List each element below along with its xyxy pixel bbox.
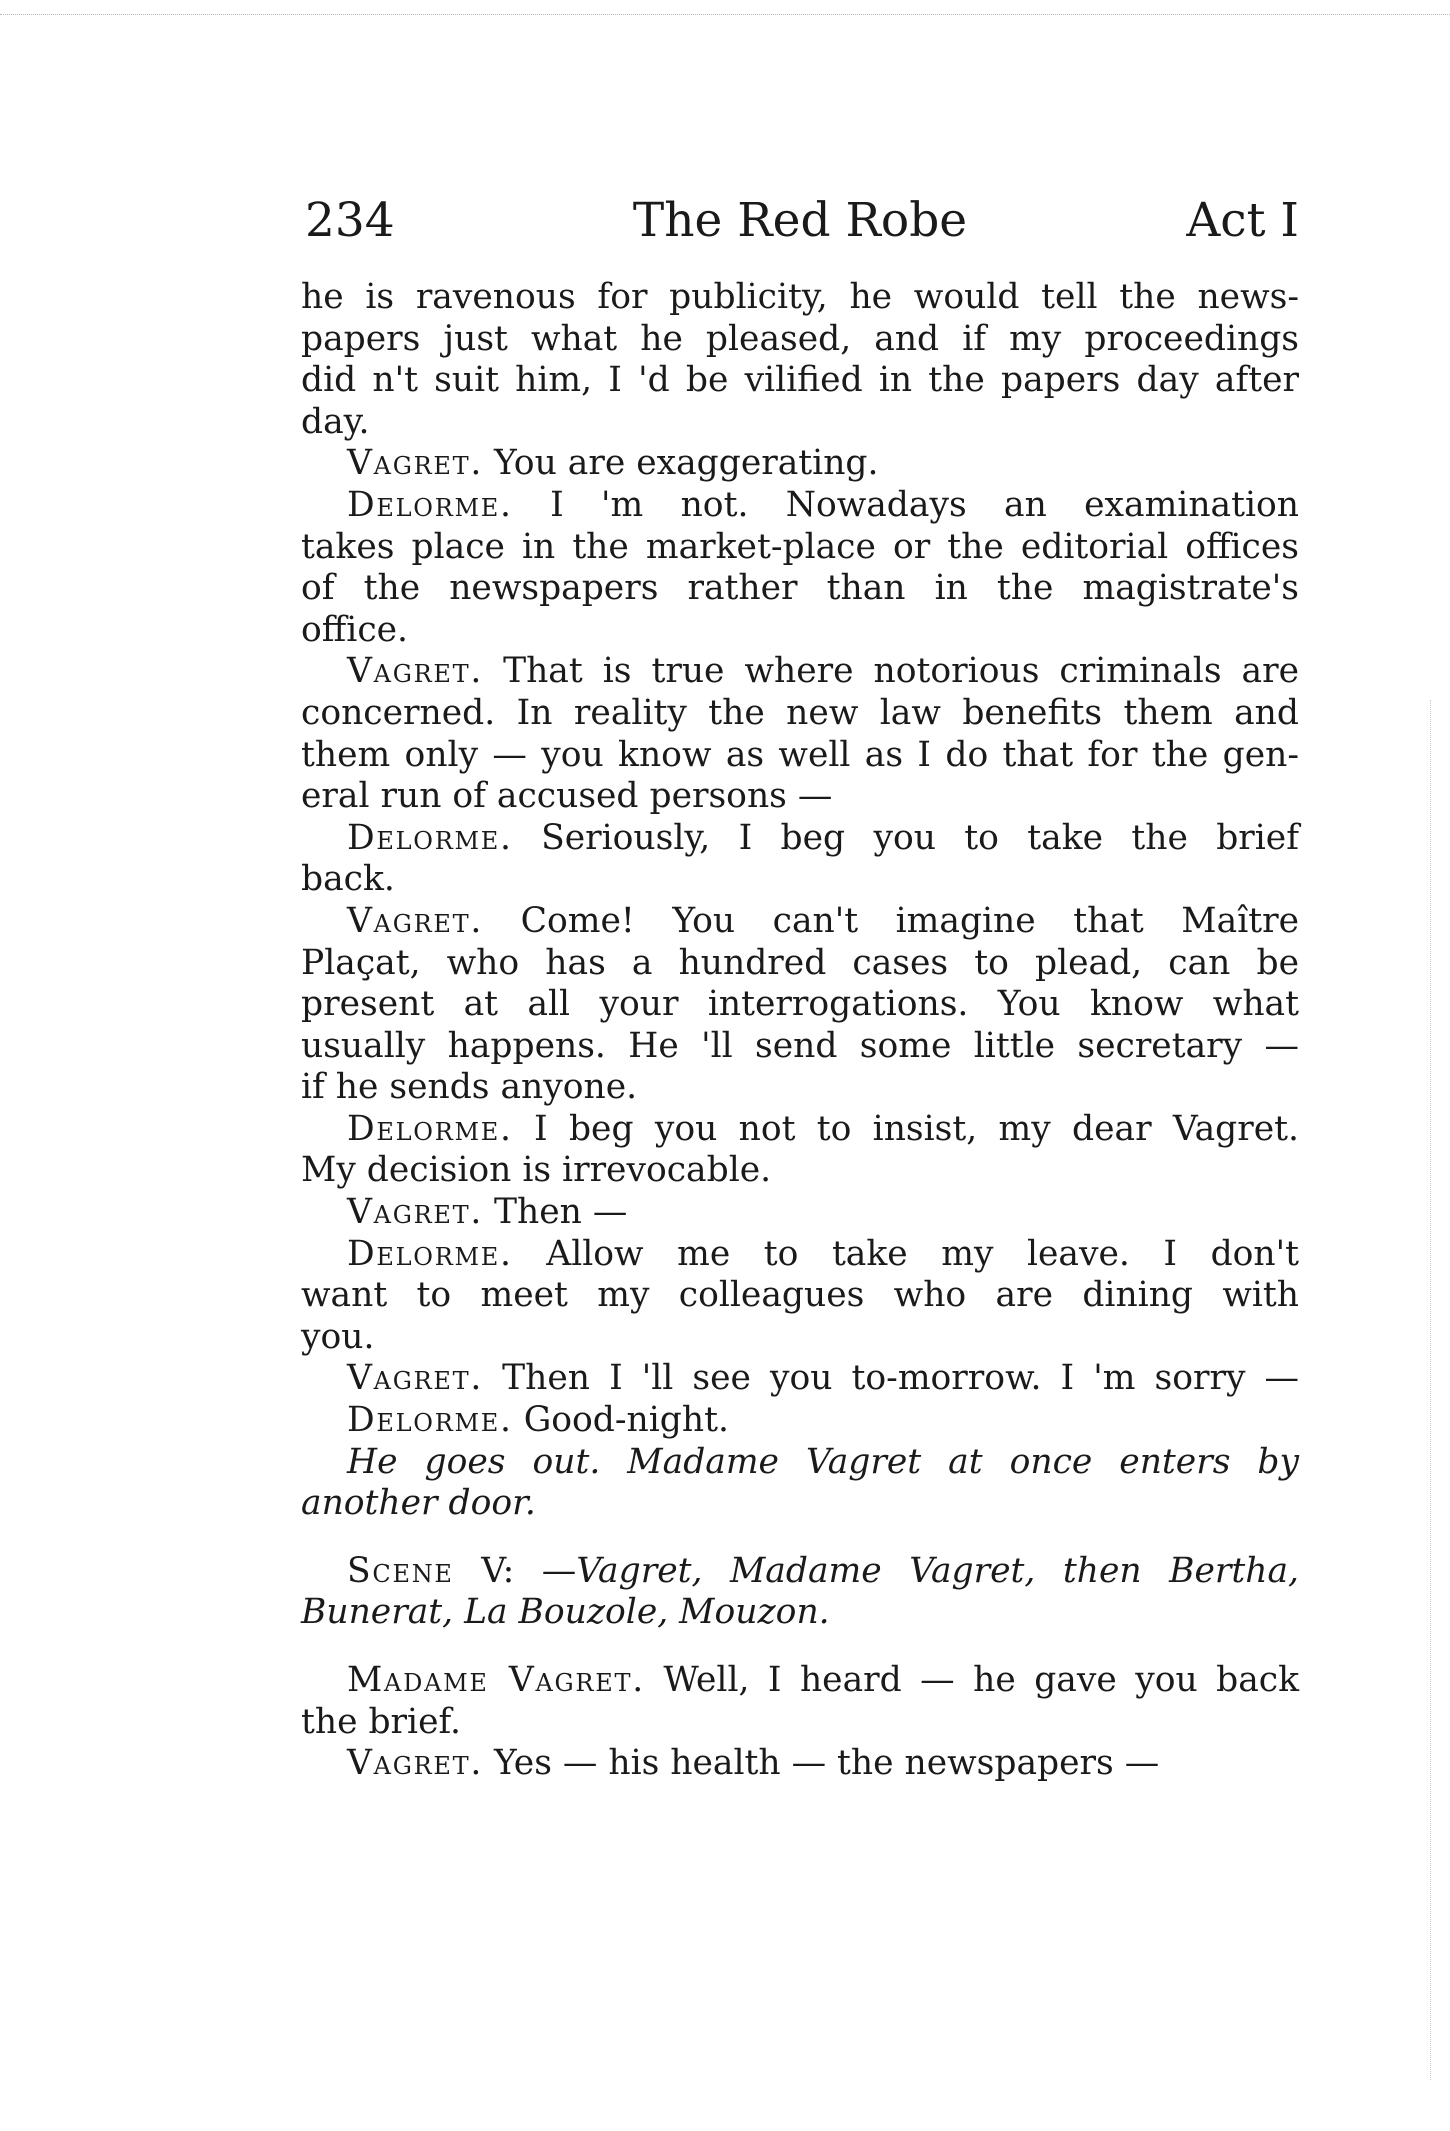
text-line: Plaçat, who has a hundred cases to plead, can be: [301, 942, 1299, 983]
speech-text: Seriously, I beg you to take the brief: [541, 817, 1299, 858]
speech-text: Then I 'll see you to-morrow. I 'm sorry —: [502, 1358, 1300, 1399]
text-line: back.: [301, 859, 395, 900]
text-line: [301, 443, 1299, 485]
text-line: [301, 485, 1299, 527]
speaker-name: Vagret.: [347, 1743, 484, 1784]
speaker-name: Vagret.: [347, 1358, 484, 1399]
speech: [301, 1743, 1299, 1785]
speech-text: Then —: [494, 1192, 628, 1233]
spacer: [301, 1634, 1299, 1660]
text-line: concerned. In reality the new law benefits them and: [301, 692, 1299, 733]
paragraph: [301, 277, 1299, 443]
text-line: [301, 1400, 1299, 1442]
speech: [301, 1192, 1299, 1234]
speech-text: Good-night.: [523, 1400, 729, 1441]
text-line: if he sends anyone.: [301, 1067, 638, 1108]
text-line: office.: [301, 609, 409, 650]
text-line: the brief.: [301, 1701, 462, 1742]
speech: [301, 443, 1299, 485]
text-line: [301, 818, 1299, 860]
speaker-name: Delorme.: [347, 1400, 513, 1441]
text-line: present at all your interrogations. You know what: [301, 984, 1299, 1025]
text-line: [301, 1660, 1299, 1702]
speech-text: Well, I heard — he gave you back: [663, 1660, 1299, 1700]
text-line: [301, 1358, 1299, 1400]
text-line: [301, 1192, 1299, 1234]
top-edge-rule: [0, 14, 1450, 15]
speech-text: That is true where notorious criminals are: [503, 651, 1300, 692]
speech: [301, 1109, 1299, 1192]
speaker-name: Vagret.: [347, 651, 484, 692]
book-title: The Red Robe: [632, 193, 968, 248]
right-edge-rule: [1430, 700, 1431, 2080]
speaker-name: Delorme.: [347, 484, 513, 525]
text-line: eral run of accused persons —: [301, 776, 833, 817]
speaker-name: Delorme.: [347, 1233, 513, 1274]
speaker-name: Madame Vagret.: [347, 1660, 645, 1700]
text-line: he is ravenous for publicity, he would tell the news-: [301, 277, 1299, 317]
speech-text: You are exaggerating.: [494, 443, 879, 484]
text-line: want to meet my colleagues who are dining with: [301, 1275, 1299, 1316]
page-number: 234: [305, 193, 395, 248]
scene-heading: [301, 1551, 1299, 1634]
scene-label: Scene: [347, 1550, 454, 1591]
text-line: [301, 1551, 1299, 1593]
speaker-name: Delorme.: [347, 1108, 513, 1149]
text-line: My decision is irrevocable.: [301, 1150, 772, 1191]
text-line: [301, 651, 1299, 693]
speaker-name: Vagret.: [347, 443, 484, 484]
speech: [301, 901, 1299, 1109]
scene-characters: Vagret, Madame Vagret, then Bertha,: [576, 1550, 1299, 1591]
text-line: Bunerat, La Bouzole, Mouzon.: [301, 1592, 830, 1633]
text-line: another door.: [301, 1483, 536, 1524]
text-line: [301, 1743, 1299, 1785]
speaker-name: Vagret.: [347, 900, 484, 941]
speech-text: I 'm not. Nowadays an examination: [550, 484, 1299, 525]
speech-text: Yes — his health — the newspapers —: [494, 1743, 1160, 1784]
stage-direction: [301, 1442, 1299, 1525]
text-line: papers just what he pleased, and if my proceedings: [301, 318, 1299, 359]
scene-number: V: —: [481, 1550, 577, 1591]
act-label: Act I: [1186, 193, 1299, 248]
running-head: [301, 185, 1299, 277]
speech: [301, 1660, 1299, 1743]
text-line: takes place in the market-place or the editorial offices: [301, 526, 1299, 567]
speech: [301, 1400, 1299, 1442]
text-line: them only — you know as well as I do that for the gen-: [301, 734, 1299, 775]
text-line: [301, 1234, 1299, 1276]
speech: [301, 485, 1299, 651]
text-line: usually happens. He 'll send some little secretary —: [301, 1025, 1299, 1066]
speech: [301, 1234, 1299, 1359]
text-line: you.: [301, 1316, 375, 1357]
text-line: [301, 901, 1299, 943]
book-page: [301, 185, 1299, 1785]
speech: [301, 1358, 1299, 1400]
text-line: did n't suit him, I 'd be vilified in the papers day after: [301, 360, 1299, 401]
text-line: of the newspapers rather than in the magistrate's: [301, 568, 1299, 609]
spacer: [301, 1525, 1299, 1551]
speech: [301, 651, 1299, 817]
speech: [301, 818, 1299, 901]
speech-text: I beg you not to insist, my dear Vagret.: [534, 1108, 1299, 1149]
speaker-name: Vagret.: [347, 1192, 484, 1233]
text-line: day.: [301, 401, 370, 442]
speaker-name: Delorme.: [347, 817, 513, 858]
text-line: [301, 1109, 1299, 1151]
speech-text: Allow me to take my leave. I don't: [546, 1233, 1299, 1274]
speech-text: Come! You can't imagine that Maître: [520, 900, 1299, 941]
text-line: He goes out. Madame Vagret at once enters by: [347, 1441, 1299, 1482]
